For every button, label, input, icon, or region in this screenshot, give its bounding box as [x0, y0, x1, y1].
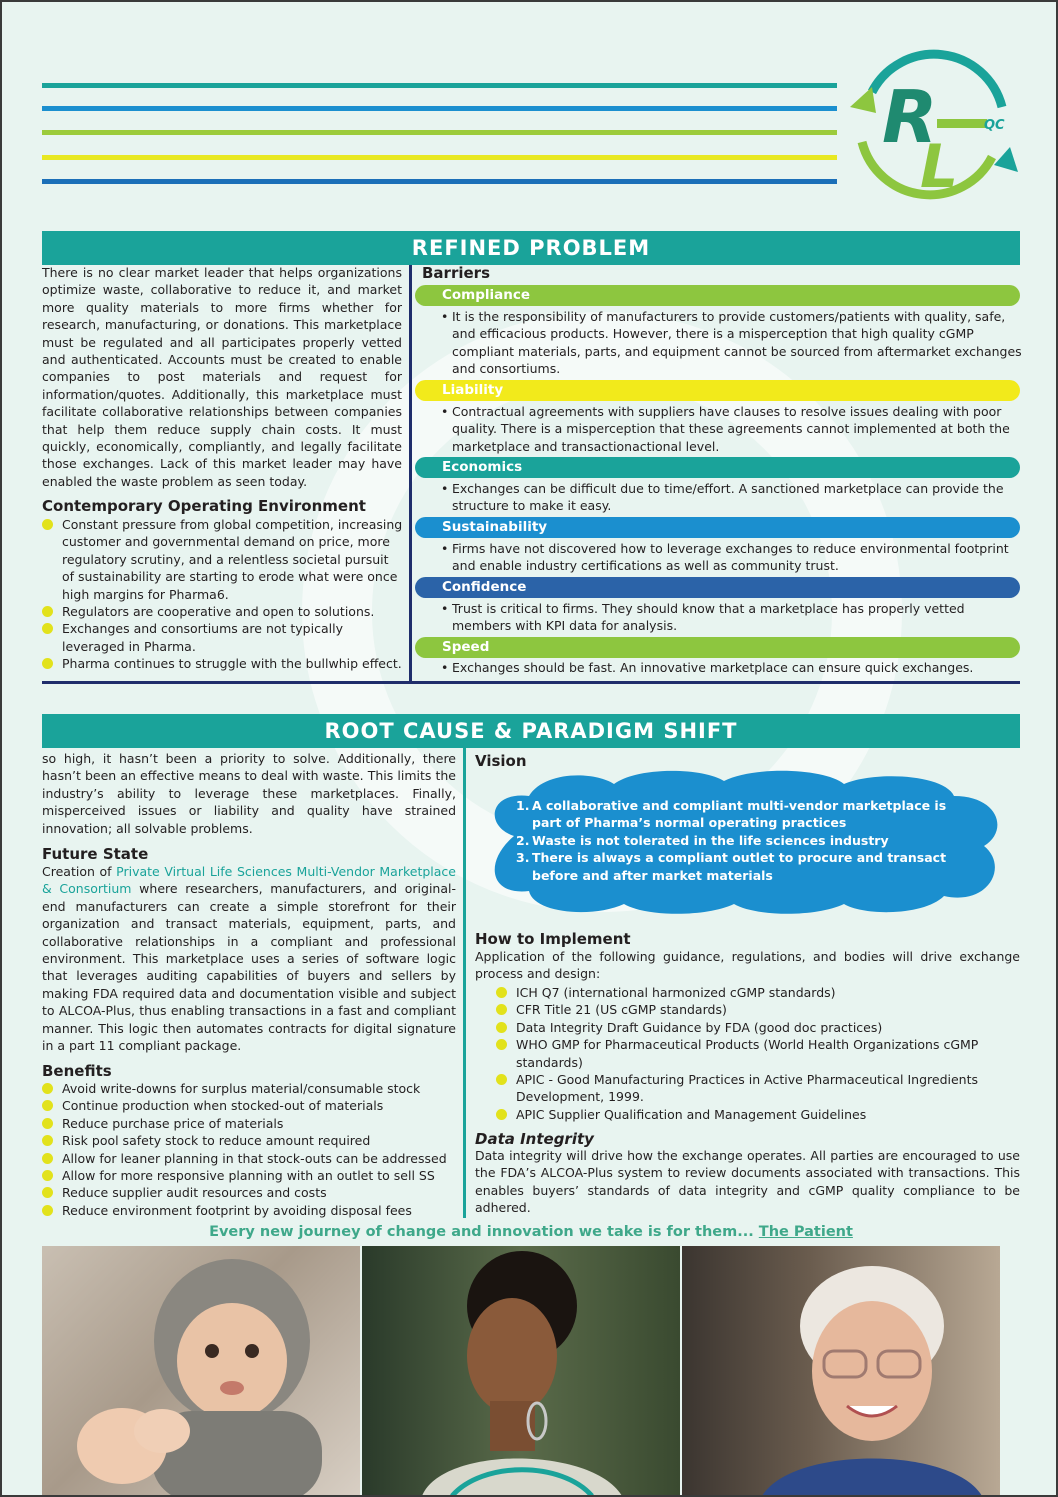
how-to-implement-heading: How to Implement [475, 930, 631, 948]
barrier-speed-bar: Speed [415, 637, 1020, 658]
section-rule [42, 681, 1020, 684]
photo-elderly-woman [682, 1246, 1000, 1496]
elderly-woman-image [682, 1246, 1000, 1496]
barrier-liability-bar: Liability [415, 380, 1020, 401]
list-item: Allow for leaner planning in that stock-outs can be addressed [42, 1150, 458, 1167]
bullet-dot-icon [496, 1074, 507, 1085]
barrier-economics-bar: Economics [415, 457, 1020, 478]
marketplace-name: Private Virtual Life Sciences Multi-Vendor Marketplace & Consortium [42, 864, 456, 897]
list-item: Avoid write-downs for surplus material/consumable stock [42, 1080, 458, 1097]
list-item: Constant pressure from global competition, increasing customer and governmental demand on price, more regulatory scrutiny, and a relentless societal pursuit of sustainability are starting to erode what were once high margins for Pharma6. [42, 516, 404, 603]
header-stripe-navy [42, 179, 837, 184]
benefits-heading: Benefits [42, 1062, 112, 1080]
bullet-dot-icon [42, 658, 53, 669]
header-stripe-teal [42, 83, 837, 88]
bullet-dot-icon [42, 519, 53, 530]
benefits-list [42, 1080, 458, 1219]
tagline: Every new journey of change and innovation we take is for them... The Patient [209, 1224, 853, 1240]
list-item: Reduce environment footprint by avoiding disposal fees [42, 1202, 458, 1219]
barrier-sustainability-bar: Sustainability [415, 517, 1020, 538]
barrier-sustainability-text: • Firms have not discovered how to leverage exchanges to reduce environmental footprint and enable industry certifications as well as community trust. [441, 541, 1009, 574]
list-item: CFR Title 21 (US cGMP standards) [496, 1001, 1020, 1018]
bullet-dot-icon [42, 606, 53, 617]
refined-intro: There is no clear market leader that helps organizations optimize waste, collaborative to reduce it, and market more quality materials to more firms whether for research, manufacturing, or donations. This marketplace must be regulated and all participates properly vetted and authenticated. Accounts must be created to enable companies to post materials and request for information/quotes. Additionally, this marketplace must facilitate collaborative relationships between companies that help them reduce supply chain costs. It must quickly, economically, compliantly, and legally facilitate those exchanges. Lack of this market leader may have enabled the waste problem as seen today. [42, 265, 402, 489]
header-stripe-yellow [42, 155, 837, 160]
barrier-confidence-bar: Confidence [415, 577, 1020, 598]
rl-qc-logo [842, 47, 1022, 207]
list-item: ICH Q7 (international harmonized cGMP standards) [496, 984, 1020, 1001]
list-item: 2. Waste is not tolerated in the life sciences industry [516, 832, 889, 848]
list-item: Exchanges and consortiums are not typically leveraged in Pharma. [42, 620, 404, 655]
list-item: Pharma continues to struggle with the bullwhip effect. [42, 655, 404, 672]
photo-baby [42, 1246, 360, 1496]
bullet-dot-icon [496, 1004, 507, 1015]
coe-heading: Contemporary Operating Environment [42, 497, 366, 515]
how-to-implement-intro: Application of the following guidance, regulations, and bodies will drive exchange process and design: [475, 949, 1020, 982]
list-item: Risk pool safety stock to reduce amount required [42, 1132, 458, 1149]
list-item: APIC Supplier Qualification and Management Guidelines [496, 1106, 1020, 1123]
root-cause-banner: ROOT CAUSE & PARADIGM SHIFT [42, 714, 1020, 748]
list-item: APIC - Good Manufacturing Practices in Active Pharmaceutical Ingredients Development, 1999. [496, 1071, 1020, 1106]
bullet-dot-icon [496, 1039, 507, 1050]
logo-qc-text: QC [984, 118, 1005, 133]
how-to-implement-list [496, 984, 1020, 1123]
coe-list [42, 516, 404, 673]
baby-image [42, 1246, 360, 1496]
bullet-dot-icon [496, 987, 507, 998]
vision-list [512, 797, 952, 884]
bullet-dot-icon [496, 1022, 507, 1033]
svg-text:L: L [920, 132, 959, 202]
bullet-dot-icon [42, 1187, 53, 1198]
vision-heading: Vision [475, 752, 527, 770]
barrier-compliance-bar: Compliance [415, 285, 1020, 306]
bullet-dot-icon [42, 1153, 53, 1164]
list-item: Reduce purchase price of materials [42, 1115, 458, 1132]
future-state-heading: Future State [42, 845, 149, 863]
barrier-liability-text: • Contractual agreements with suppliers have clauses to resolve issues dealing with poor quality. There is a misperception that these agreements cannot implemented at both the marketplace and transactionactional level. [441, 404, 1010, 454]
list-item: Continue production when stocked-out of materials [42, 1097, 458, 1114]
bullet-dot-icon [496, 1109, 507, 1120]
future-state-text: Creation of Private Virtual Life Sciences Multi-Vendor Marketplace & Consortium where researchers, manufacturers, and original-end manufacturers can create a simple storefront for their organization and transact materials, equipment, parts, and collaborative relationships in a compliant and professional environment. This marketplace uses a series of software logic that leverages auditing capabilities of buyers and sellers by making FDA required data and documentation visible and subject to ALCOA-Plus, thus enabling transactions in a fast and compliant manner. This logic then automates contracts for digital signature in a part 11 compliant package. [42, 864, 456, 1054]
data-integrity-text: Data integrity will drive how the exchange operates. All parties are encouraged to use the FDA’s ALCOA-Plus system to review documents associated with transactions. This enables buyers’ standards of data integrity and cGMP quality compliance to be adhered. [475, 1148, 1020, 1216]
photo-woman [362, 1246, 680, 1496]
refined-problem-banner: REFINED PROBLEM [42, 231, 1020, 265]
barrier-confidence-text: • Trust is critical to firms. They should know that a marketplace has properly vetted members with KPI data for analysis. [441, 601, 965, 634]
barriers-heading: Barriers [422, 264, 490, 282]
barrier-speed-text: • Exchanges should be fast. An innovative marketplace can ensure quick exchanges. [441, 660, 974, 675]
list-item: Reduce supplier audit resources and costs [42, 1184, 458, 1201]
bullet-dot-icon [42, 1205, 53, 1216]
bullet-dot-icon [42, 1083, 53, 1094]
barrier-compliance-text: • It is the responsibility of manufacturers to provide customers/patients with quality, safe, and efficacious products. However, there is a misperception that high quality cGMP compliant materials, parts, and equipment cannot be sourced from aftermarket exchanges and consortiums. [441, 309, 1022, 377]
list-item: 3. There is always a compliant outlet to procure and transact before and after market materials [516, 850, 947, 883]
list-item: Regulators are cooperative and open to solutions. [42, 603, 404, 620]
svg-text:R: R [882, 75, 938, 159]
bullet-dot-icon [42, 1118, 53, 1129]
the-patient-link: The Patient [758, 1224, 853, 1240]
bullet-dot-icon [42, 1170, 53, 1181]
column-divider [409, 265, 412, 682]
header-stripe-lime [42, 130, 837, 135]
list-item: WHO GMP for Pharmaceutical Products (World Health Organizations cGMP standards) [496, 1036, 1020, 1071]
list-item: Data Integrity Draft Guidance by FDA (good doc practices) [496, 1019, 1020, 1036]
data-integrity-heading: Data Integrity [475, 1130, 594, 1148]
root-intro: so high, it hasn’t been a priority to solve. Additionally, there hasn’t been an effective means to deal with waste. This limits the industry’s ability to leverage these marketplaces. Finally, misperceived issues or liability and quality have strained innovation; all solvable problems. [42, 751, 456, 836]
bullet-dot-icon [42, 1100, 53, 1111]
bullet-dot-icon [42, 623, 53, 634]
header-stripe-blue [42, 106, 837, 111]
woman-image [362, 1246, 680, 1496]
list-item: 1. A collaborative and compliant multi-vendor marketplace is part of Pharma’s normal operating practices [516, 798, 947, 831]
bullet-dot-icon [42, 1135, 53, 1146]
barrier-economics-text: • Exchanges can be difficult due to time/effort. A sanctioned marketplace can provide the structure to make it easy. [441, 481, 1004, 514]
column-divider [463, 748, 466, 1218]
list-item: Allow for more responsive planning with an outlet to sell SS [42, 1167, 458, 1184]
